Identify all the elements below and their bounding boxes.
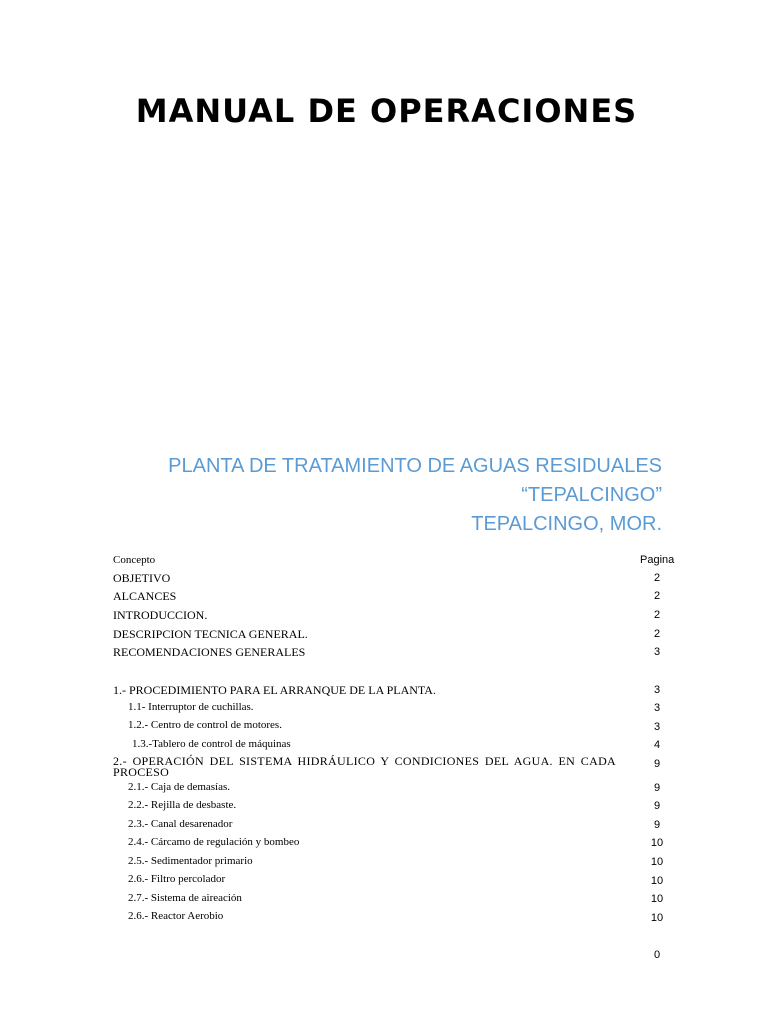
toc-entry-page: 10	[650, 875, 664, 887]
toc-section-label: 1.- PROCEDIMIENTO PARA EL ARRANQUE DE LA PLANTA.	[113, 683, 436, 697]
toc-entry-page: 2	[653, 628, 661, 640]
subtitle-line-plant: PLANTA DE TRATAMIENTO DE AGUAS RESIDUALES	[168, 455, 662, 477]
toc-entry-page: 4	[653, 739, 661, 751]
toc-section-label: 2.- OPERACIÓN DEL SISTEMA HIDRÁULICO Y CONDICIONES DEL AGUA. EN CADA PROCESO	[113, 754, 616, 779]
toc-subentry-label: 2.1.- Caja de demasías.	[128, 781, 231, 793]
subtitle-line-name: “TEPALCINGO”	[521, 484, 662, 506]
toc-entry-label: OBJETIVO	[113, 571, 171, 585]
toc-entry-page: 3	[653, 646, 661, 658]
toc-subentry-label: 2.7.- Sistema de aireación	[128, 892, 242, 904]
toc-entry-page: 2	[653, 609, 661, 621]
toc-entry-page: 10	[650, 837, 664, 849]
toc-entry-label: RECOMENDACIONES GENERALES	[113, 645, 306, 659]
toc-subentry-label: 2.4.- Cárcamo de regulación y bombeo	[128, 836, 300, 848]
toc-subentry-label: 2.6.- Filtro percolador	[128, 873, 226, 885]
toc-entry-page: 10	[650, 856, 664, 868]
toc-header-concept: Concepto	[113, 554, 156, 566]
toc-entry-page: 9	[653, 819, 661, 831]
toc-entry-page: 2	[653, 572, 661, 584]
toc-subentry-label: 2.6.- Reactor Aerobio	[128, 910, 224, 922]
toc-entry-page: 2	[653, 590, 661, 602]
toc-subentry-label: 1.2.- Centro de control de motores.	[128, 719, 282, 731]
toc-subentry-label: 1.1- Interruptor de cuchillas.	[128, 701, 254, 713]
page-number: 0	[654, 949, 661, 961]
toc-entry-label: INTRODUCCION.	[113, 608, 208, 622]
toc-entry-page: 3	[653, 721, 661, 733]
toc-header-page: Pagina	[640, 554, 675, 566]
toc-entry-page: 9	[653, 800, 661, 812]
toc-entry-page: 9	[653, 782, 661, 794]
toc-entry-page: 3	[653, 702, 661, 714]
toc-entry-label: DESCRIPCION TECNICA GENERAL.	[113, 627, 308, 641]
toc-entry-page: 3	[653, 684, 661, 696]
toc-subentry-label: 2.5.- Sedimentador primario	[128, 855, 253, 867]
document-title: MANUAL DE OPERACIONES	[135, 92, 638, 130]
subtitle-line-location: TEPALCINGO, MOR.	[471, 513, 662, 535]
toc-entry-page: 9	[653, 758, 661, 770]
toc-entry-label: ALCANCES	[113, 589, 177, 603]
toc-subentry-label: 2.3.- Canal desarenador	[128, 818, 233, 830]
toc-entry-page: 10	[650, 893, 664, 905]
toc-subentry-label: 1.3.-Tablero de control de máquinas	[132, 738, 291, 750]
toc-subentry-label: 2.2.- Rejilla de desbaste.	[128, 799, 237, 811]
toc-entry-page: 10	[650, 912, 664, 924]
